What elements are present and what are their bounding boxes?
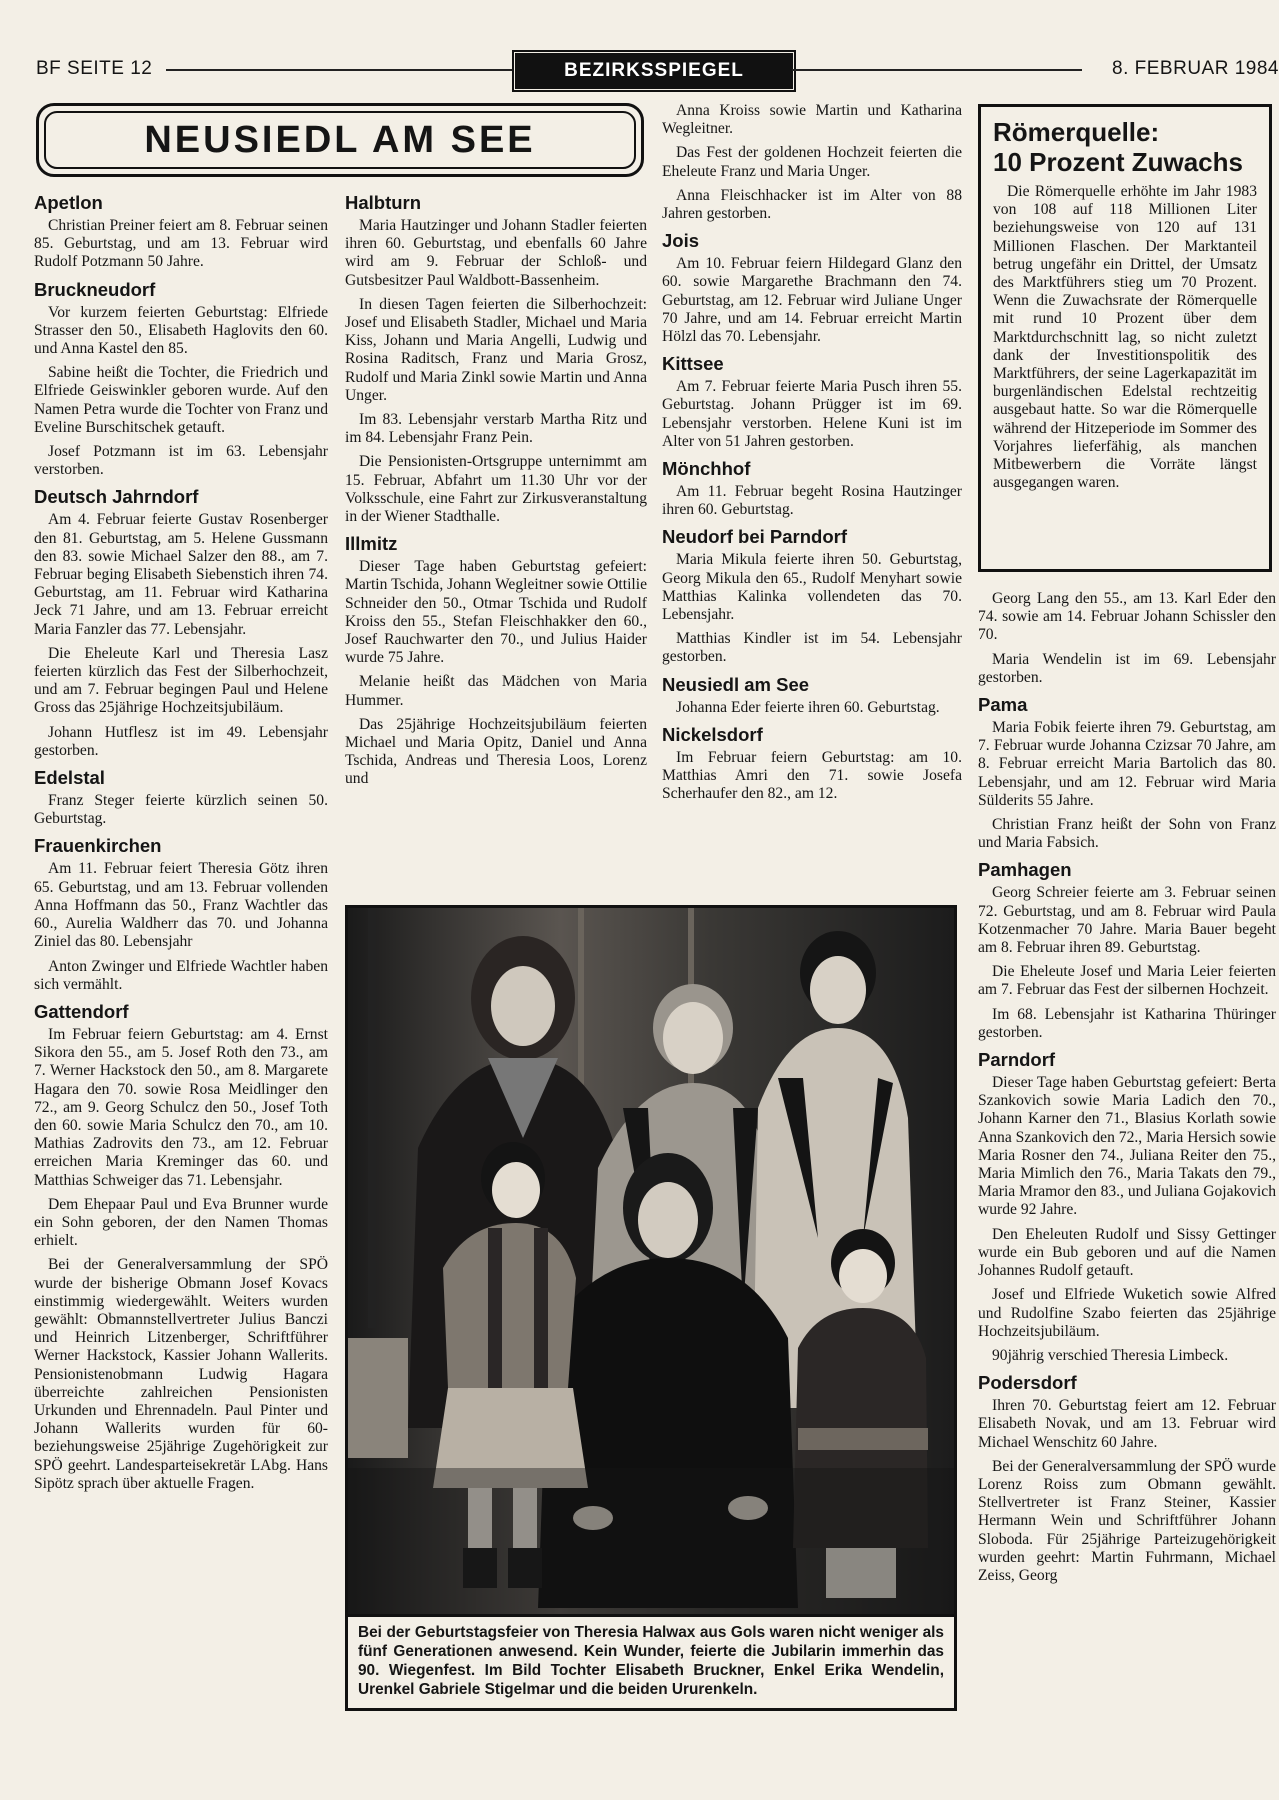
masthead-box bbox=[36, 103, 644, 177]
news-paragraph: Dieser Tage haben Geburtstag gefeiert: Berta Szankovich sowie Maria Ladich den 70., Johann Karner den 71., Blasius Korlath sowie Anna Szankovich den 72., Maria Hersich sowie Maria Rosner den 74., Juliana Reiter den 75., Maria Mimlich den 76., Maria Takats den 79., Maria Mramor den 83., und Juliana Gojakovich wurde 92 Jahre. bbox=[978, 1074, 1276, 1219]
section-badge: BEZIRKSSPIEGEL bbox=[515, 53, 793, 89]
news-paragraph: Das 25jährige Hochzeitsjubiläum feierten Michael und Maria Opitz, Daniel und Anna Tschida, Andreas und Theresia Loos, Lorenz und bbox=[345, 715, 647, 788]
news-paragraph: Dieser Tage haben Geburtstag gefeiert: Martin Tschida, Johann Wegleitner sowie Ottilie Schneider den 50., Otmar Tschida und Rudolf Kroiss den 55., Stefan Fleischhakker den 60., Josef Rauchwarter den 70., und Julius Haider wurde 75 Jahre. bbox=[345, 558, 647, 667]
news-paragraph: Im 83. Lebensjahr verstarb Martha Ritz und im 84. Lebensjahr Franz Pein. bbox=[345, 411, 647, 447]
news-paragraph: Maria Fobik feierte ihren 79. Geburtstag, am 7. Februar wurde Johanna Czizsar 70 Jahre, am 8. Februar erreicht Maria Bartolich das 80. Lebensjahr, und am 12. Februar wird Maria Sülderits 55 Jahre. bbox=[978, 719, 1276, 809]
column-3 bbox=[662, 102, 962, 809]
box-title bbox=[993, 117, 1257, 177]
news-paragraph: Maria Mikula feierte ihren 50. Geburtstag, Georg Mikula den 65., Rudolf Menyhart sowie Matthias Kalinka vollendeten das 70. Lebensjahr. bbox=[662, 551, 962, 624]
box-title-line1: Römerquelle: bbox=[993, 117, 1160, 147]
place-heading: Neusiedl am See bbox=[662, 673, 810, 695]
news-paragraph: Am 4. Februar feierte Gustav Rosenberger den 81. Geburtstag, am 5. Helene Gussmann den 83. sowie Michael Salzer den 88., am 7. Februar beging Elisabeth Siebenstich ihren 74. Geburtstag, am 11. Februar wird Katharina Jeck 71 Jahre, und am 13. Februar erreicht Maria Fanzler das 77. Lebensjahr. bbox=[34, 511, 328, 638]
news-paragraph: Im 68. Lebensjahr ist Katharina Thüringer gestorben. bbox=[978, 1005, 1276, 1041]
news-paragraph: Franz Steger feierte kürzlich seinen 50. Geburtstag. bbox=[34, 792, 328, 828]
place-heading: Kittsee bbox=[662, 353, 724, 375]
place-heading: Apetlon bbox=[34, 192, 103, 213]
news-paragraph: Georg Schreier feierte am 3. Februar seinen 72. Geburtstag, und am 8. Februar wird Paula Kotzenmacher 70 Jahre. Maria Bauer begeht am 8. Februar ihren 89. Geburtstag. bbox=[978, 884, 1276, 957]
column-2 bbox=[345, 192, 647, 795]
news-paragraph: Im Februar feiern Geburtstag: am 10. Matthias Amri den 71. sowie Josefa Scherhaufer den 82., am 12. bbox=[662, 748, 962, 803]
place-heading: Nickelsdorf bbox=[662, 723, 763, 745]
photo-illustration bbox=[348, 908, 954, 1614]
news-paragraph: Johann Hutflesz ist im 49. Lebensjahr gestorben. bbox=[34, 723, 328, 759]
news-paragraph: Georg Lang den 55., am 13. Karl Eder den 74. sowie am 14. Februar Johann Schissler den 70. bbox=[978, 590, 1276, 644]
news-paragraph: 90jährig verschied Theresia Limbeck. bbox=[992, 1346, 1229, 1364]
header-rule-left bbox=[166, 69, 512, 71]
column-4 bbox=[978, 590, 1276, 1591]
news-paragraph: Johanna Eder feierte ihren 60. Geburtstag. bbox=[676, 698, 940, 716]
news-paragraph: Am 11. Februar begeht Rosina Hautzinger ihren 60. Geburtstag. bbox=[662, 483, 962, 519]
news-paragraph: Vor kurzem feierten Geburtstag: Elfriede Strasser den 50., Elisabeth Haglovits den 60. und Anna Kastel den 85. bbox=[34, 303, 328, 358]
box-text: Die Römerquelle erhöhte im Jahr 1983 von 108 auf 118 Millionen Liter beziehungsweise von 120 auf 131 Millionen Flaschen. Der Marktanteil betrug ungefähr ein Drittel, der Umsatz des Marktführers stieg um 70 Prozent. Wenn die Zuwachsrate der Römerquelle mit rund 10 Prozent über dem Marktdurchschnitt lag, so nicht zuletzt dank der Investitionspolitik des Marktführers, der seine Lagerkapazität im burgenländischen Edelstal rechtzeitig ausgebaut hatte. So war die Römerquelle während der Hitzeperiode im Sommer des Vorjahres lieferfähig, als manchen Mitbewerbern die Vorräte längst ausgegangen waren. bbox=[993, 183, 1257, 492]
place-heading: Pama bbox=[978, 694, 1028, 716]
news-paragraph: Maria Hautzinger und Johann Stadler feierten ihren 60. Geburtstag, und ebenfalls 60 Jahre wird am 9. Februar der Schloß- und Gutsbesitzer Paul Waldbott-Bassenheim. bbox=[345, 217, 647, 289]
place-heading: Illmitz bbox=[345, 533, 398, 555]
family-photo bbox=[345, 905, 957, 1617]
news-paragraph: Ihren 70. Geburtstag feiert am 12. Februar Elisabeth Novak, und am 13. Februar wird Michael Wenschitz 60 Jahre. bbox=[978, 1397, 1276, 1451]
news-paragraph: Josef und Elfriede Wuketich sowie Alfred und Rudolfine Szabo feierten das 25jährige Hochzeitsjubiläum. bbox=[978, 1286, 1276, 1340]
news-paragraph: Die Eheleute Karl und Theresia Lasz feierten kürzlich das Fest der Silberhochzeit, und am 7. Februar begingen Paul und Helene Gross das 25jährige Hochzeitsjubiläum. bbox=[34, 644, 328, 717]
page-label: BF SEITE 12 bbox=[36, 58, 153, 79]
box-title-line2: 10 Prozent Zuwachs bbox=[993, 147, 1243, 177]
news-paragraph: Christian Preiner feiert am 8. Februar seinen 85. Geburtstag, und am 13. Februar wird Rudolf Potzmann 50 Jahre. bbox=[34, 217, 328, 271]
news-paragraph: Die Pensionisten-Ortsgruppe unternimmt am 15. Februar, Abfahrt um 11.30 Uhr vor der Volksschule, eine Fahrt zur Zirkusveranstaltung in der Wiener Stadthalle. bbox=[345, 453, 647, 526]
news-paragraph: Die Eheleute Josef und Maria Leier feierten am 7. Februar das Fest der silbernen Hochzeit. bbox=[978, 963, 1276, 999]
news-paragraph: In diesen Tagen feierten die Silberhochzeit: Josef und Elisabeth Stadler, Michael und Maria Kiss, Johann und Maria Angelli, Ludwig und Rosina Raditsch, Franz und Maria Grosz, Rudolf und Maria Zinkl sowie Martin und Anna Unger. bbox=[345, 295, 647, 404]
place-heading: Frauenkirchen bbox=[34, 835, 162, 857]
news-paragraph: Im Februar feiern Geburtstag: am 4. Ernst Sikora den 55., am 5. Josef Roth den 73., am 7. Werner Hackstock den 50., am 8. Margarete Hagara den 70. sowie Rosa Meidlinger den 72., am 9. Georg Schulcz den 50., Josef Toth den 60. sowie Maria Schulcz den 70., am 10. Mathias Zadrovits den 73., am 12. Februar erreichen Maria Kreminger das 60. und Matthias Schweiger das 71. Lebensjahr. bbox=[34, 1025, 328, 1189]
place-heading: Deutsch Jahrndorf bbox=[34, 486, 199, 508]
news-paragraph: Matthias Kindler ist im 54. Lebensjahr gestorben. bbox=[662, 630, 962, 666]
place-heading: Podersdorf bbox=[978, 1372, 1077, 1394]
place-heading: Neudorf bei Parndorf bbox=[662, 526, 848, 548]
photo-caption: Bei der Geburtstagsfeier von Theresia Halwax aus Gols waren nicht weniger als fünf Generationen anwesend. Kein Wunder, feierte die Jubilarin immerhin das 90. Wiegenfest. Im Bild Tochter Elisabeth Bruckner, Enkel Erika Wendelin, Urenkel Gabriele Stigelmar und die beiden Ururenkeln. bbox=[345, 1617, 957, 1711]
news-paragraph: Anton Zwinger und Elfriede Wachtler haben sich vermählt. bbox=[34, 957, 328, 993]
issue-date: 8. FEBRUAR 1984 bbox=[1112, 58, 1279, 79]
news-paragraph: Anna Kroiss sowie Martin und Katharina Wegleitner. bbox=[662, 102, 962, 138]
news-paragraph: Den Eheleuten Rudolf und Sissy Gettinger wurde ein Bub geboren und auf die Namen Johannes Rudolf getauft. bbox=[978, 1225, 1276, 1280]
news-paragraph: Das Fest der goldenen Hochzeit feierten die Eheleute Franz und Maria Unger. bbox=[662, 144, 962, 180]
news-paragraph: Sabine heißt die Tochter, die Friedrich und Elfriede Geiswinkler geboren wurde. Auf den Namen Petra wurde die Tochter von Franz und Eveline Burschitschek getauft. bbox=[34, 364, 328, 436]
news-paragraph: Christian Franz heißt der Sohn von Franz und Maria Fabsich. bbox=[978, 816, 1276, 852]
news-paragraph: Am 7. Februar feierte Maria Pusch ihren 55. Geburtstag. Johann Prügger ist im 69. Lebensjahr verstorben. Helene Kuni ist im Alter von 51 Jahren gestorben. bbox=[662, 378, 962, 450]
masthead-title: NEUSIEDL AM SEE bbox=[44, 111, 636, 169]
news-paragraph: Bei der Generalversammlung der SPÖ wurde der bisherige Obmann Josef Kovacs einstimmig wiedergewählt. Weiters wurden gewählt: Obmannstellvertreter Julius Banczi und Heinrich Litzenberger, Schriftführer Werner Hackstock, Kassier Johann Wallerits. Pensionistenobmann Ludwig Hagara überreichte zahlreichen Pensionisten Urkunden und Ehrennadeln. Paul Pinter und Johann Wallerits wurden für 60- beziehungsweise 25jährige Zugehörigkeit zur SPÖ geehrt. Landesparteisekretär LAbg. Hans Sipötz sprach über aktuelle Fragen. bbox=[34, 1256, 328, 1492]
place-heading: Mönchhof bbox=[662, 458, 751, 480]
place-heading: Pamhagen bbox=[978, 859, 1072, 881]
news-paragraph: Am 11. Februar feiert Theresia Götz ihren 65. Geburtstag, und am 13. Februar vollenden Anna Hoffmann das 50., Franz Wachtler das 60., Aurelia Waldherr das 70. und Johanna Ziniel das 80. Lebensjahr bbox=[34, 860, 328, 951]
news-paragraph: Josef Potzmann ist im 63. Lebensjahr verstorben. bbox=[34, 443, 328, 479]
news-paragraph: Bei der Generalversammlung der SPÖ wurde Lorenz Roiss zum Obmann gewählt. Stellvertreter ist Franz Steiner, Kassier Hermann Wein und Schriftführer Johann Sloboda. Für 25jährige Parteizugehörigkeit wurden geehrt: Martin Fuhrmann, Michael Zeiss, Georg bbox=[978, 1457, 1276, 1584]
place-heading: Jois bbox=[662, 230, 700, 252]
news-paragraph: Melanie heißt das Mädchen von Maria Hummer. bbox=[345, 673, 647, 709]
news-paragraph: Am 10. Februar feiern Hildegard Glanz den 60. sowie Margarethe Brachmann den 74. Geburtstag, am 12. Februar wird Juliane Unger 70 Jahre, und am 14. Februar erreicht Martin Hölzl das 70. Lebensjahr. bbox=[662, 255, 962, 346]
place-heading: Parndorf bbox=[978, 1049, 1056, 1071]
roemerquelle-box bbox=[978, 104, 1272, 572]
place-heading: Edelstal bbox=[34, 767, 105, 789]
place-heading: Gattendorf bbox=[34, 1000, 129, 1022]
column-1 bbox=[34, 192, 328, 1499]
news-paragraph: Anna Fleischhacker ist im Alter von 88 Jahren gestorben. bbox=[662, 186, 962, 223]
news-paragraph: Dem Ehepaar Paul und Eva Brunner wurde ein Sohn geboren, der den Namen Thomas erhielt. bbox=[34, 1195, 328, 1250]
place-heading: Bruckneudorf bbox=[34, 278, 156, 300]
news-paragraph: Maria Wendelin ist im 69. Lebensjahr gestorben. bbox=[978, 650, 1276, 686]
place-heading: Halbturn bbox=[345, 192, 422, 213]
